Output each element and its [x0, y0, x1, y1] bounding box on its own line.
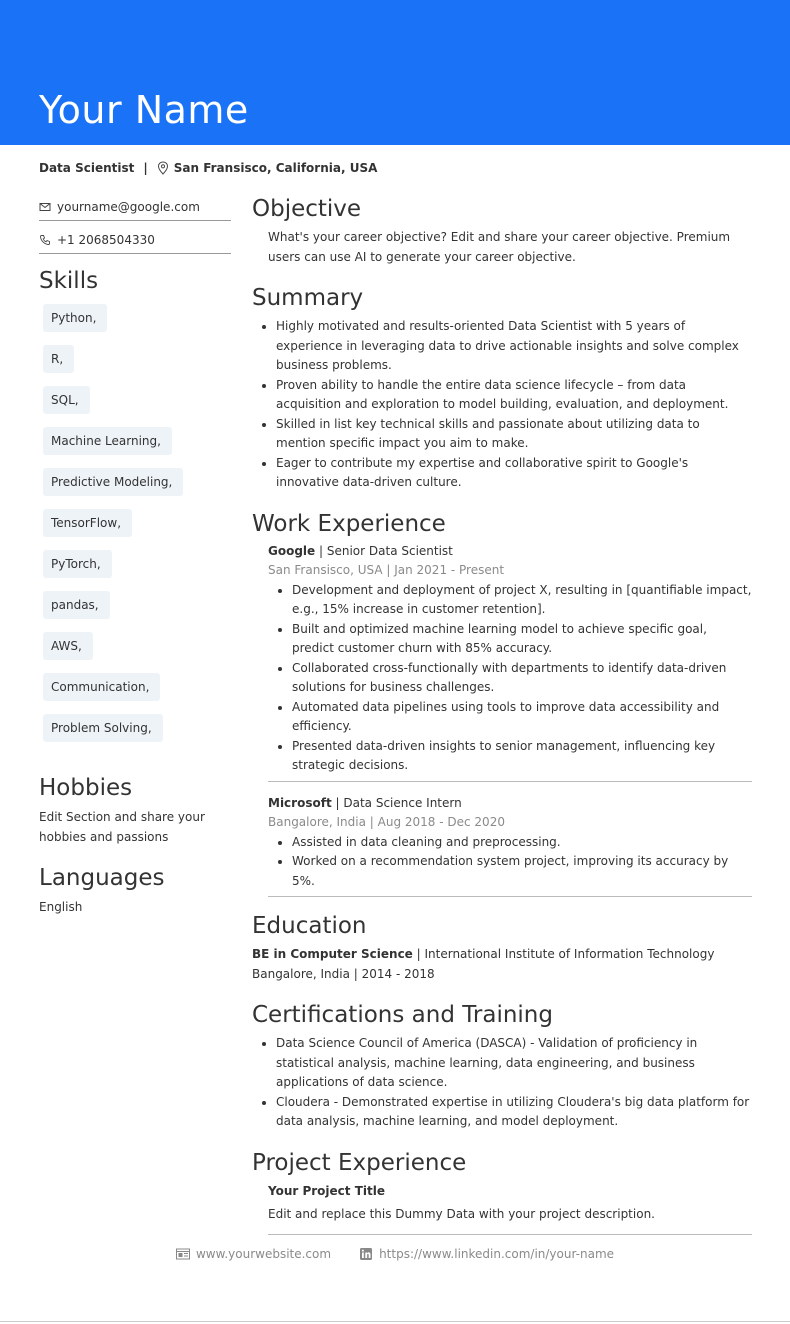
job-bullets	[268, 833, 752, 892]
job-bullets	[268, 581, 752, 776]
list-item: • Proven ability to handle the entire data science lifecycle – from data acquisition and exploration to model building, evaluation, and deployment.	[276, 376, 752, 415]
job-entry	[268, 542, 752, 782]
title-location-line	[39, 161, 377, 175]
list-item: • Collaborated cross-functionally with departments to identify data-driven solutions for business challenges.	[292, 659, 752, 698]
linkedin-link[interactable]: https://www.linkedin.com/in/your-name	[379, 1247, 615, 1261]
skill-chip: Problem Solving,	[43, 714, 163, 742]
languages-heading: Languages	[39, 865, 165, 891]
certifications-list	[252, 1034, 752, 1132]
list-item: • Worked on a recommendation system project, improving its accuracy by 5%.	[292, 852, 752, 891]
job-title-line	[268, 542, 752, 562]
skills-list	[39, 304, 231, 755]
project-title-text: Your Project Title	[268, 1183, 385, 1198]
project-entry	[268, 1182, 752, 1235]
job-entry	[268, 794, 752, 898]
company-name: Google	[268, 543, 316, 558]
objective-text: What's your career objective? Edit and share your career objective. Premium users can use AI to generate your career objective.	[268, 230, 731, 264]
website-link-item	[176, 1247, 331, 1261]
list-item: • Highly motivated and results-oriented Data Scientist with 5 years of experience in leveraging data to drive actionable insights and solve complex business problems.	[276, 317, 752, 376]
skill-chip: Communication,	[43, 673, 160, 701]
right-column	[252, 196, 752, 1235]
skill-chip: R,	[43, 345, 74, 373]
email-row	[39, 196, 231, 221]
list-item: • Skilled in list key technical skills and passionate about utilizing data to mention specific impact you aim to make.	[276, 415, 752, 454]
list-item: • Built and optimized machine learning model to achieve specific goal, predict customer churn with 85% accuracy.	[292, 620, 752, 659]
skill-chip: Machine Learning,	[43, 427, 172, 455]
list-item: • Eager to contribute my expertise and collaborative spirit to Google's innovative data-driven culture.	[276, 454, 752, 493]
resume-header	[0, 0, 790, 145]
institution: | International Institute of Information Technology	[412, 947, 715, 961]
project-title	[268, 1182, 752, 1202]
location: San Fransisco, California, USA	[173, 161, 378, 175]
objective-heading: Objective	[252, 196, 362, 222]
list-item: • Development and deployment of project X, resulting in [quantifiable impact, e.g., 15% increase in customer retention].	[292, 581, 752, 620]
hobbies-text: Edit Section and share your hobbies and passions	[39, 810, 205, 844]
skill-chip: PyTorch,	[43, 550, 112, 578]
projects-heading: Project Experience	[252, 1149, 467, 1176]
certifications-heading: Certifications and Training	[252, 1002, 553, 1028]
education-heading: Education	[252, 913, 367, 939]
name-heading: Your Name	[39, 88, 249, 132]
education-line	[252, 945, 752, 965]
email-link[interactable]: yourname@google.com	[57, 199, 200, 214]
web-icon	[176, 1248, 190, 1260]
linkedin-link-item	[359, 1247, 614, 1261]
job-title-line	[268, 794, 752, 814]
languages-text: English	[39, 900, 83, 914]
job-role: | Senior Data Scientist	[315, 543, 453, 558]
skill-chip: TensorFlow,	[43, 509, 132, 537]
project-description: Edit and replace this Dummy Data with your project description.	[268, 1207, 655, 1221]
skill-chip: pandas,	[43, 591, 110, 619]
left-column	[39, 196, 231, 917]
bottom-divider	[0, 1321, 790, 1322]
job-meta: Bangalore, India | Aug 2018 - Dec 2020	[268, 815, 505, 829]
skill-chip: SQL,	[43, 386, 90, 414]
hobbies-heading: Hobbies	[39, 775, 133, 801]
separator: |	[143, 161, 148, 175]
list-item: • Cloudera - Demonstrated expertise in utilizing Cloudera's big data platform for data analysis, machine learning, and model deployment.	[276, 1093, 752, 1132]
summary-heading: Summary	[252, 285, 364, 311]
education-meta: Bangalore, India | 2014 - 2018	[252, 966, 435, 981]
map-pin-icon	[157, 161, 169, 175]
linkedin-icon	[359, 1248, 373, 1260]
job-meta: San Fransisco, USA | Jan 2021 - Present	[268, 563, 505, 577]
envelope-icon	[39, 201, 51, 213]
skill-chip: Python,	[43, 304, 107, 332]
work-heading: Work Experience	[252, 510, 446, 537]
phone-link[interactable]: +1 2068504330	[57, 232, 155, 247]
footer-links	[0, 1247, 790, 1261]
summary-list	[252, 317, 752, 493]
degree: BE in Computer Science	[252, 947, 413, 961]
list-item: • Data Science Council of America (DASCA) - Validation of proficiency in statistical analysis, machine learning, data engineering, and business applications of data science.	[276, 1034, 752, 1093]
job-role: | Data Science Intern	[331, 795, 462, 810]
skills-heading: Skills	[39, 268, 99, 294]
list-item: • Presented data-driven insights to senior management, influencing key strategic decisions.	[292, 737, 752, 776]
list-item: • Automated data pipelines using tools to improve data accessibility and efficiency.	[292, 698, 752, 737]
list-item: • Assisted in data cleaning and preprocessing.	[292, 833, 752, 853]
website-link[interactable]: www.yourwebsite.com	[195, 1247, 332, 1261]
skill-chip: Predictive Modeling,	[43, 468, 183, 496]
company-name: Microsoft	[268, 795, 332, 810]
phone-row	[39, 229, 231, 254]
phone-icon	[39, 234, 51, 246]
job-title: Data Scientist	[39, 161, 135, 175]
skill-chip: AWS,	[43, 632, 93, 660]
